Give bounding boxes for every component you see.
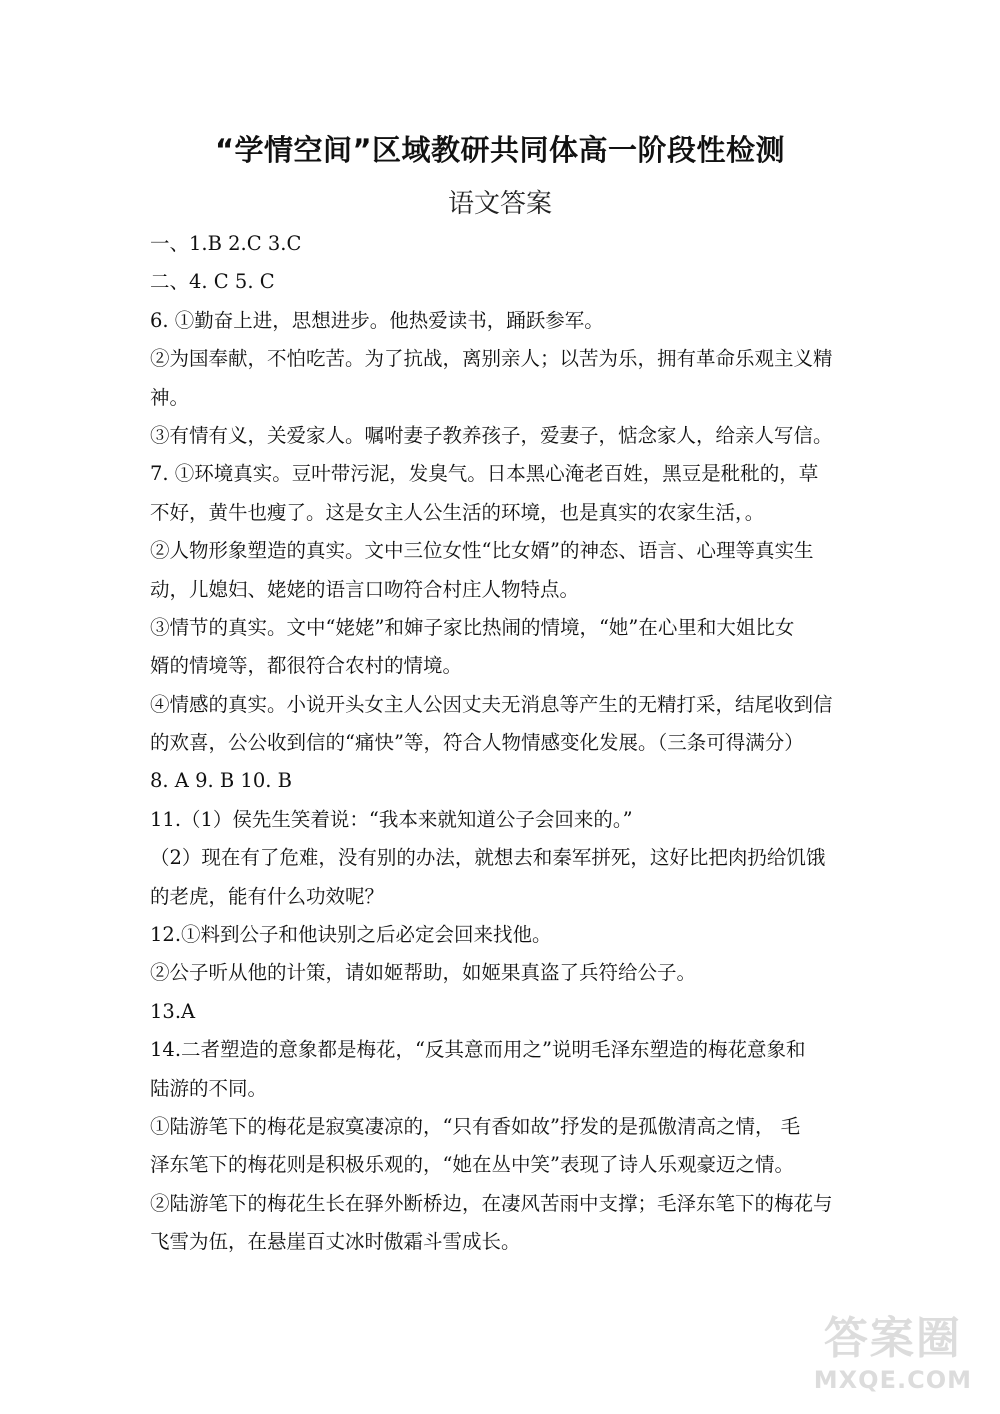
answer-line: 一、1.B 2.C 3.C [150, 232, 302, 255]
answer-line: ②为国奉献，不怕吃苦。为了抗战，离别亲人；以苦为乐，拥有革命乐观主义精 [150, 347, 833, 371]
document-subtitle: 语文答案 [447, 189, 552, 219]
answer-line: ④情感的真实。小说开头女主人公因丈夫无消息等产生的无精打采，结尾收到信 [150, 692, 833, 716]
answer-line: 动，儿媳妇、姥姥的语言口吻符合村庄人物特点。 [150, 577, 580, 601]
answer-line: 14.二者塑造的意象都是梅花，“反其意而用之”说明毛泽东塑造的梅花意象和 [150, 1038, 806, 1062]
answer-line: ②陆游笔下的梅花生长在驿外断桥边，在凄风苦雨中支撑；毛泽东笔下的梅花与 [150, 1191, 833, 1215]
answer-line: ③情节的真实。文中“姥姥”和婶子家比热闹的情境，“她”在心里和大姐比女 [150, 615, 795, 639]
document-title: “学情空间”区域教研共同体高一阶段性检测 [214, 133, 786, 167]
answer-line: 飞雪为伍，在悬崖百丈冰时傲霜斗雪成长。 [150, 1230, 521, 1254]
answer-line: 婿的情境等，都很符合农村的情境。 [150, 654, 463, 678]
answer-line: ①陆游笔下的梅花是寂寞凄凉的，“只有香如故”抒发的是孤傲清高之情， 毛 [150, 1114, 801, 1138]
answer-line: 的欢喜，公公收到信的“痛快”等，符合人物情感变化发展。（三条可得满分） [150, 731, 804, 755]
answer-line: 13.A [150, 999, 196, 1023]
answer-line: 陆游的不同。 [150, 1076, 268, 1100]
answer-line: 泽东笔下的梅花则是积极乐观的，“她在丛中笑”表现了诗人乐观豪迈之情。 [150, 1153, 794, 1177]
answer-content [150, 225, 850, 1262]
answer-line: 6. ①勤奋上进，思想进步。他热爱读书，踊跃参军。 [150, 308, 604, 332]
answer-line: ②人物形象塑造的真实。文中三位女性“比女婿”的神态、语言、心理等真实生 [150, 539, 814, 563]
answer-line: 12.①料到公子和他诀别之后必定会回来找他。 [150, 923, 552, 947]
answer-line: 7. ①环境真实。豆叶带污泥，发臭气。日本黑心淹老百姓，黑豆是秕秕的，草 [150, 462, 819, 486]
answer-line: 神。 [150, 385, 190, 409]
answer-line: ②公子听从他的计策，请如姬帮助，如姬果真盗了兵符给公子。 [150, 961, 697, 985]
answer-line: ③有情有义，关爱家人。嘱咐妻子教养孩子，爱妻子，惦念家人，给亲人写信。 [150, 423, 833, 447]
answer-line: 不好，黄牛也瘦了。这是女主人公生活的环境，也是真实的农家生活，。 [150, 500, 765, 524]
answer-line: 8. A 9. B 10. B [150, 769, 292, 793]
answer-line: 的老虎，能有什么功效呢？ [150, 884, 385, 908]
watermark-logo [814, 1302, 972, 1394]
watermark-logo-text: 答案圈 [823, 1313, 962, 1364]
answer-line: 二、4. C 5. C [150, 270, 275, 294]
watermark-site-text: MXQE.COM [813, 1366, 972, 1394]
answer-line: （2）现在有了危难，没有别的办法，就想去和秦军拼死，这好比把肉扔给饥饿 [150, 846, 826, 870]
answer-line: 11.（1）侯先生笑着说：“我本来就知道公子会回来的。” [150, 807, 633, 831]
